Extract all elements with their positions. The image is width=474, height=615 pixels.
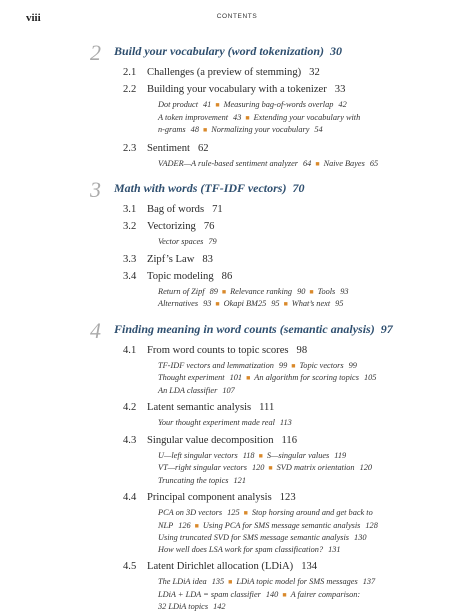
subtopic-title: Normalizing your vocabulary	[211, 125, 310, 134]
subtopic-page: 101	[229, 373, 243, 382]
bullet-separator: ■	[291, 361, 296, 370]
subtopic-page: 120	[251, 463, 265, 472]
bullet-separator: ■	[268, 464, 273, 472]
subtopic-title: A token improvement	[158, 112, 229, 122]
section-entry[interactable]	[123, 84, 474, 95]
subtopic-line	[158, 124, 390, 137]
bullet-separator: ■	[245, 113, 250, 122]
chapter-title-text: Finding meaning in word counts (semantic analysis)	[114, 321, 375, 336]
chapter-spacer	[0, 172, 474, 179]
chapter-page: 97	[380, 321, 393, 336]
subtopic-line	[158, 601, 390, 613]
subtopic-page: 125	[227, 508, 240, 517]
subtopic-title: LDiA + LDA = spam classifier	[158, 589, 261, 599]
section-number: 4.4	[123, 492, 137, 503]
table-of-contents	[0, 42, 474, 615]
subtopic-line	[158, 576, 390, 589]
subtopic-line	[158, 298, 390, 311]
subtopic-title: n-grams	[158, 125, 186, 134]
subtopic-page: 95	[335, 299, 344, 308]
section-page: 86	[221, 270, 233, 282]
section-page: 111	[259, 402, 275, 413]
section-title: From word counts to topic scores	[147, 344, 289, 356]
subtopic-line	[158, 236, 390, 248]
chapter-title-text: Build your vocabulary (word tokenization)	[114, 44, 325, 58]
subtopic-page: 65	[369, 158, 379, 168]
chapter-title	[100, 322, 393, 336]
subtopic-page: 99	[348, 360, 357, 370]
subtopic-line	[158, 286, 390, 299]
subtopic-page: 90	[297, 286, 306, 296]
section-page: 134	[301, 561, 318, 572]
subtopic-line	[158, 360, 390, 373]
section-title: Principal component analysis	[147, 492, 272, 503]
section-entry[interactable]	[123, 271, 474, 282]
subtopic-page: 137	[362, 577, 376, 586]
section-title: Building your vocabulary with a tokenizer	[147, 84, 327, 95]
page-number: viii	[26, 12, 41, 24]
subtopic-title: 32 LDiA topics	[158, 602, 209, 611]
subtopic-page: 48	[190, 125, 199, 134]
section-entry[interactable]	[123, 345, 474, 356]
subtopic-list	[158, 158, 390, 171]
subtopic-title: Alternatives	[158, 299, 199, 308]
subtopic-title: The LDiA idea	[158, 577, 207, 586]
bullet-separator: ■	[215, 101, 220, 109]
subtopic-title: Return of Zipf	[158, 286, 205, 296]
subtopic-title: Truncating the topics	[158, 475, 229, 485]
subtopic-list	[158, 99, 390, 137]
section-number: 3.4	[123, 270, 137, 282]
bullet-separator: ■	[309, 287, 314, 296]
chapter-page: 30	[330, 44, 343, 58]
subtopic-page: 121	[233, 475, 246, 485]
subtopic-page: 142	[213, 602, 226, 611]
section-page: 116	[281, 434, 298, 446]
subtopic-line	[158, 385, 390, 397]
bullet-separator: ■	[194, 521, 199, 530]
subtopic-title: Topic vectors	[299, 360, 344, 370]
section-title: Vectorizing	[147, 221, 196, 232]
subtopic-title: Stop horsing around and get back to	[251, 508, 373, 517]
section-number: 4.3	[123, 434, 137, 446]
section-page: 123	[279, 492, 296, 503]
chapter-number: 4	[90, 317, 101, 343]
bullet-separator: ■	[221, 287, 227, 296]
subtopic-page: 93	[340, 286, 349, 296]
subtopic-list	[158, 360, 390, 397]
subtopic-line	[158, 544, 390, 556]
section-number: 4.5	[123, 561, 137, 572]
chapter-page: 70	[292, 181, 305, 195]
section-title: Singular value decomposition	[147, 434, 274, 446]
subtopic-line	[158, 532, 390, 544]
subtopic-page: 113	[279, 418, 292, 427]
subtopic-title: Dot product	[158, 100, 199, 109]
subtopic-line	[158, 99, 390, 112]
page-header	[26, 12, 448, 26]
chapter-spacer	[0, 313, 474, 320]
subtopic-page: 42	[338, 100, 347, 109]
subtopic-list	[158, 417, 390, 429]
section-title: Zipf’s Law	[147, 253, 195, 265]
section-title: Sentiment	[147, 142, 190, 154]
section-page: 33	[334, 84, 346, 95]
chapter-heading[interactable]	[90, 177, 474, 202]
section-page: 62	[197, 142, 209, 154]
subtopic-title: PCA on 3D vectors	[158, 508, 223, 517]
subtopic-page: 105	[363, 373, 377, 382]
bullet-separator: ■	[258, 451, 263, 460]
section-page: 71	[212, 204, 223, 215]
bullet-separator: ■	[246, 374, 251, 382]
chapter-number: 3	[90, 177, 101, 202]
subtopic-line	[158, 158, 390, 171]
section-entry[interactable]	[123, 204, 474, 215]
subtopic-title: What’s next	[291, 299, 331, 308]
section-number: 4.1	[123, 344, 137, 356]
subtopic-title: A fairer comparison:	[290, 589, 361, 599]
subtopic-line	[158, 450, 390, 463]
subtopic-title: Measuring bag-of-words overlap	[223, 100, 334, 109]
section-entry[interactable]	[123, 402, 474, 413]
bullet-separator: ■	[215, 300, 220, 308]
subtopic-title: S—singular values	[266, 450, 330, 460]
section-entry[interactable]	[123, 221, 474, 232]
section-page: 32	[309, 67, 320, 78]
subtopic-title: Using truncated SVD for SMS message semantic analysis	[158, 533, 350, 542]
subtopic-title: VT—right singular vectors	[158, 463, 247, 472]
subtopic-line	[158, 475, 390, 487]
subtopic-title: VADER—A rule-based sentiment analyzer	[158, 158, 299, 168]
subtopic-title: Thought experiment	[158, 373, 225, 382]
subtopic-page: 79	[208, 237, 217, 246]
subtopic-title: Using PCA for SMS message semantic analysis	[202, 520, 361, 530]
subtopic-page: 41	[203, 100, 212, 109]
subtopic-list	[158, 450, 390, 487]
section-number: 3.1	[123, 204, 137, 215]
subtopic-title: Tools	[317, 286, 336, 296]
subtopic-page: 130	[354, 533, 367, 542]
bullet-separator: ■	[228, 578, 233, 586]
subtopic-line	[158, 507, 390, 520]
subtopic-page: 140	[265, 589, 279, 599]
subtopic-title: Extending your vocabulary with	[253, 112, 361, 122]
section-title: Challenges (a preview of stemming)	[147, 67, 302, 78]
bullet-separator: ■	[315, 159, 320, 168]
subtopic-title: NLP	[158, 520, 174, 530]
subtopic-list	[158, 286, 390, 311]
subtopic-page: 120	[359, 463, 373, 472]
subtopic-title: Your thought experiment made real	[158, 418, 275, 427]
section-title: Bag of words	[147, 204, 205, 215]
subtopic-list	[158, 507, 390, 555]
section-entry[interactable]	[123, 561, 474, 572]
subtopic-title: U—left singular vectors	[158, 450, 238, 460]
section-number: 4.2	[123, 402, 137, 413]
section-page: 98	[296, 344, 308, 356]
subtopic-list	[158, 576, 390, 613]
bullet-separator: ■	[283, 300, 288, 308]
subtopic-line	[158, 520, 390, 533]
section-title: Topic modeling	[147, 270, 214, 282]
subtopic-title: An LDA classifier	[158, 385, 218, 395]
running-title: CONTENTS	[216, 13, 258, 20]
bullet-separator: ■	[282, 590, 287, 599]
chapter-title	[100, 44, 342, 58]
section-number: 2.2	[123, 84, 137, 95]
subtopic-page: 131	[328, 544, 341, 554]
subtopic-page: 95	[271, 299, 280, 308]
subtopic-page: 89	[209, 286, 218, 296]
section-entry[interactable]	[123, 492, 474, 503]
subtopic-page: 54	[314, 125, 323, 134]
chapter-number: 2	[90, 40, 101, 65]
subtopic-line	[158, 372, 390, 385]
section-title: Latent Dirichlet allocation (LDiA)	[147, 561, 294, 572]
subtopic-line	[158, 112, 390, 125]
section-number: 3.2	[123, 221, 137, 232]
chapter-title-text: Math with words (TF-IDF vectors)	[114, 181, 287, 195]
subtopic-line	[158, 417, 390, 429]
section-entry[interactable]	[123, 67, 474, 78]
subtopic-page: 135	[211, 577, 225, 586]
section-entry[interactable]	[123, 143, 474, 154]
subtopic-page: 64	[303, 158, 312, 168]
section-page: 76	[203, 221, 215, 232]
section-page: 83	[202, 253, 213, 265]
bullet-separator: ■	[202, 126, 208, 134]
section-number: 2.1	[123, 67, 137, 78]
subtopic-line	[158, 462, 390, 475]
chapter-heading[interactable]	[90, 40, 474, 65]
section-number: 2.3	[123, 142, 137, 154]
subtopic-page: 107	[222, 385, 235, 395]
section-entry[interactable]	[123, 435, 474, 446]
section-title: Latent semantic analysis	[147, 402, 252, 413]
subtopic-page: 99	[278, 360, 288, 370]
subtopic-page: 43	[233, 112, 242, 122]
section-number: 3.3	[123, 253, 137, 265]
subtopic-title: SVD matrix orientation	[276, 463, 355, 472]
subtopic-title: An algorithm for scoring topics	[254, 373, 359, 382]
subtopic-page: 93	[203, 299, 212, 308]
subtopic-title: Okapi BM25	[223, 299, 267, 308]
section-entry[interactable]	[123, 254, 474, 265]
subtopic-title: How well does LSA work for spam classification?	[158, 544, 324, 554]
subtopic-page: 128	[365, 520, 378, 530]
chapter-heading[interactable]	[90, 317, 474, 343]
subtopic-title: LDiA topic model for SMS messages	[236, 577, 358, 586]
subtopic-page: 118	[242, 450, 255, 460]
subtopic-page: 119	[334, 450, 347, 460]
subtopic-list	[158, 236, 390, 248]
bullet-separator: ■	[243, 509, 248, 517]
chapter-title	[100, 181, 304, 195]
subtopic-line	[158, 589, 390, 602]
subtopic-title: TF-IDF vectors and lemmatization	[158, 360, 274, 370]
subtopic-page: 126	[178, 520, 191, 530]
subtopic-title: Relevance ranking	[230, 286, 293, 296]
subtopic-title: Naive Bayes	[323, 158, 365, 168]
subtopic-title: Vector spaces	[158, 237, 204, 246]
